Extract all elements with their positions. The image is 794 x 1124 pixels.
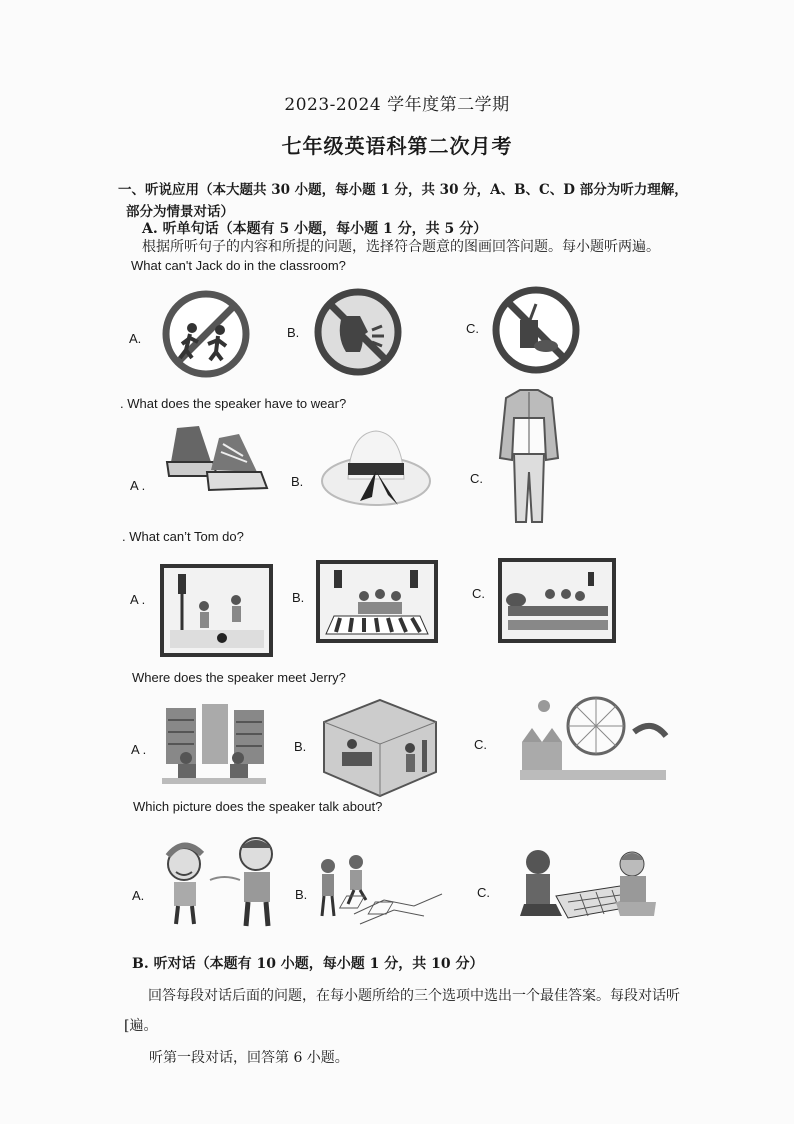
partA-title: A. 听单句话（本题有 5 小题，每小题 1 分，共 5 分） — [142, 221, 488, 237]
q3-option-b-label[interactable]: B. — [292, 590, 305, 605]
q5-option-c-label[interactable]: C. — [477, 885, 490, 900]
partB-instruction-line1: 回答每段对话后面的问题，在每小题所给的三个选项中选出一个最佳答案。每段对话听 — [148, 988, 680, 1004]
question-3-text: . What can’t Tom do? — [122, 529, 244, 544]
hat-icon — [320, 425, 432, 509]
q2-option-b-label[interactable]: B. — [291, 474, 304, 489]
amusement-park-scene-icon — [516, 692, 670, 784]
no-shouting-icon — [312, 286, 404, 378]
chess-game-icon — [516, 846, 660, 924]
q1-option-c-label[interactable]: C. — [466, 321, 479, 336]
q2-option-a-label[interactable]: A . — [130, 478, 146, 493]
q2-option-c-label[interactable]: C. — [470, 471, 483, 486]
q4-option-c-label[interactable]: C. — [474, 737, 487, 752]
question-5-text: Which picture does the speaker talk about? — [133, 799, 383, 814]
q1-option-b-label[interactable]: B. — [287, 325, 300, 340]
question-4-text: Where does the speaker meet Jerry? — [132, 670, 346, 685]
question-2-text: . What does the speaker have to wear? — [120, 396, 347, 411]
hopscotch-icon — [314, 852, 446, 928]
partB-title: B. 听对话（本题有 10 小题，每小题 1 分，共 10 分） — [132, 956, 484, 972]
school-uniform-icon — [498, 388, 560, 526]
q5-option-a-label[interactable]: A. — [132, 888, 145, 903]
no-eating-drinking-icon — [490, 284, 582, 376]
q4-option-a-label[interactable]: A . — [131, 742, 147, 757]
question-1-text: What can't Jack do in the classroom? — [131, 258, 346, 273]
exam-title: 七年级英语科第二次月考 — [281, 134, 513, 158]
rail-crossing-scene-icon — [498, 558, 616, 643]
first-dialogue-instruction: 听第一段对话，回答第 6 小题。 — [149, 1050, 349, 1066]
crosswalk-scene-icon — [316, 560, 438, 643]
partA-instruction: 根据所听句子的内容和所提的问题，选择符合题意的图画回答问题。每小题听两遍。 — [142, 239, 660, 255]
q5-option-b-label[interactable]: B. — [295, 887, 308, 902]
kids-chatting-icon — [150, 830, 290, 930]
q3-option-c-label[interactable]: C. — [472, 586, 485, 601]
q1-option-a-label[interactable]: A. — [129, 331, 142, 346]
crossing-road-scene-icon — [160, 564, 273, 657]
q4-option-b-label[interactable]: B. — [294, 739, 307, 754]
room-scene-icon — [322, 698, 438, 798]
partB-instruction-line2: [遍。 — [124, 1018, 158, 1034]
no-fighting-icon — [160, 288, 252, 380]
section1-heading-line2: 部分为情景对话） — [126, 204, 234, 220]
sneakers-icon — [165, 422, 273, 502]
section1-heading-line1: 一、听说应用（本大题共 30 小题，每小题 1 分，共 30 分，A、B、C、D 部分为听力理解， — [118, 182, 688, 198]
year-line: 2023-2024 学年度第二学期 — [284, 95, 510, 115]
q3-option-a-label[interactable]: A . — [130, 592, 146, 607]
library-scene-icon — [160, 700, 268, 788]
